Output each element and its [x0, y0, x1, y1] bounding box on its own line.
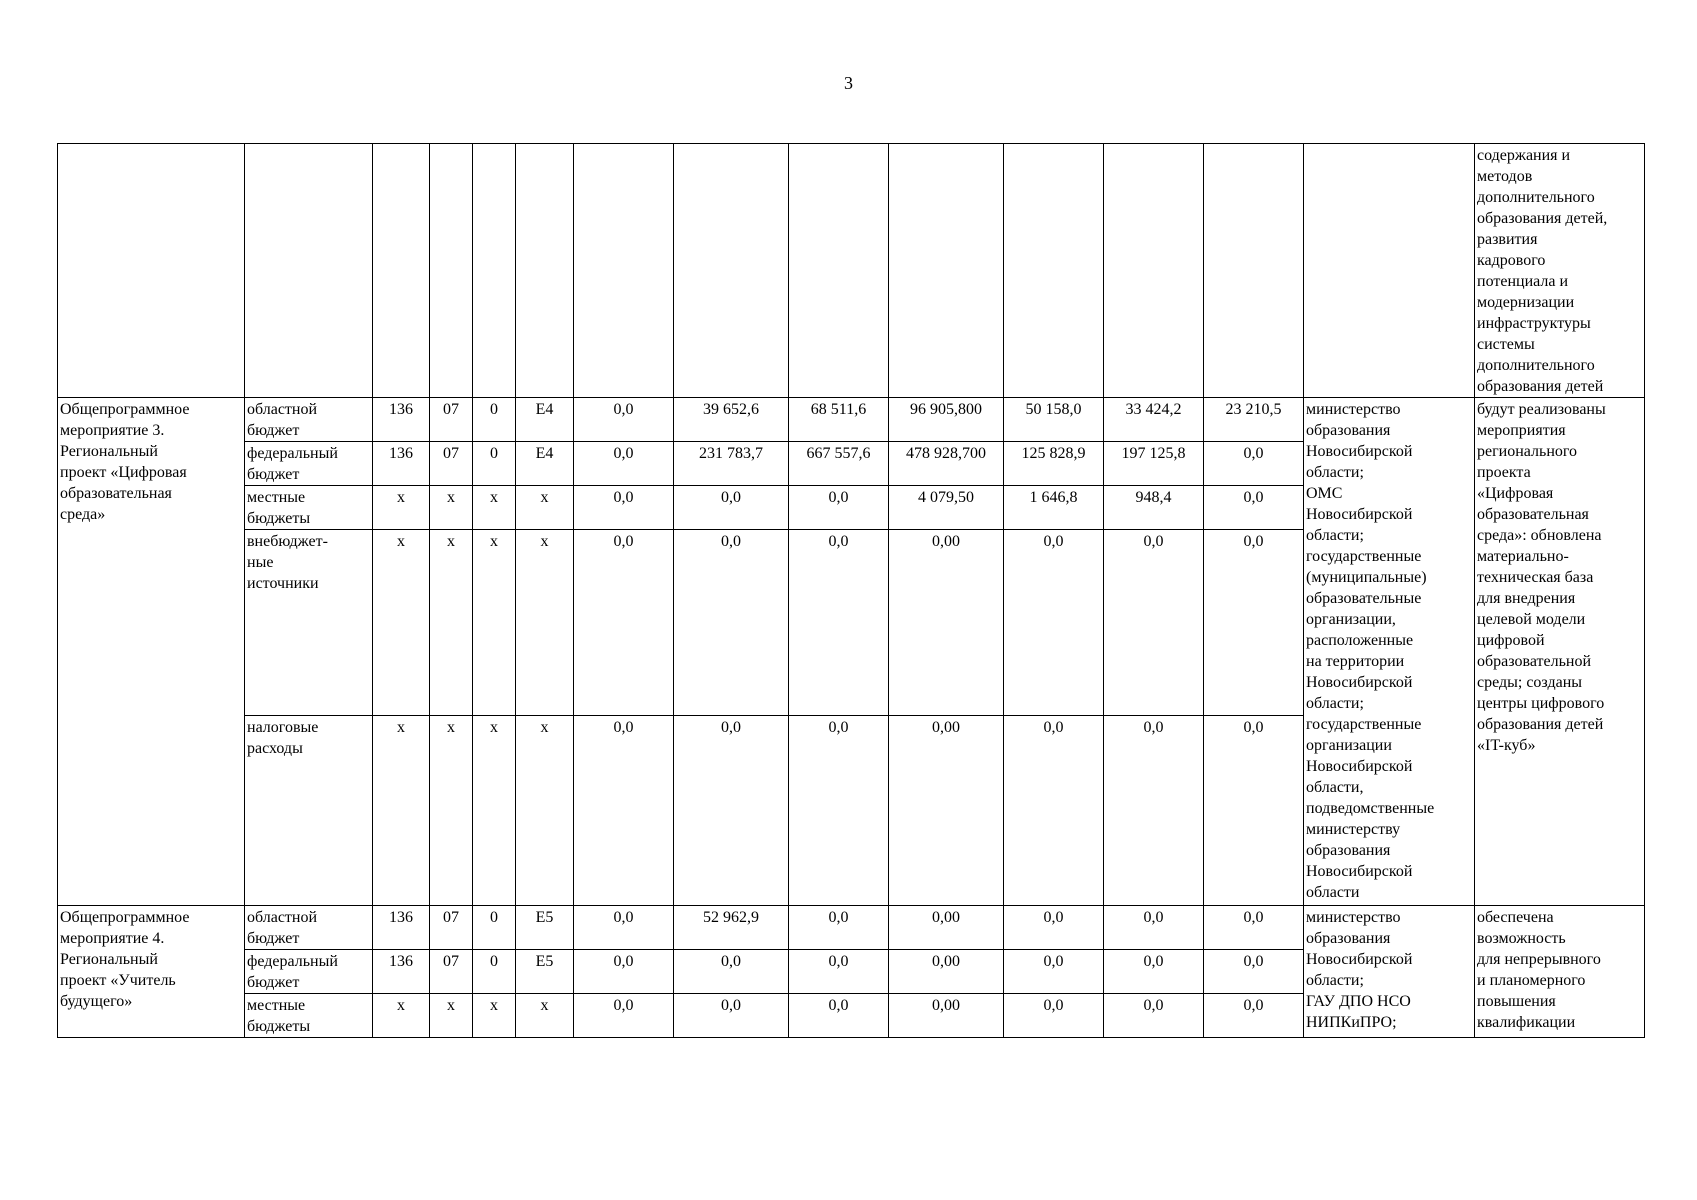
value-cell: 0,0	[574, 716, 674, 906]
empty-cell	[1104, 144, 1204, 398]
funding-source-cell	[245, 398, 373, 442]
value-cell: 0,0	[1004, 906, 1104, 950]
value-cell: 197 125,8	[1104, 442, 1204, 486]
value-cell: 23 210,5	[1204, 398, 1304, 442]
value-cell: 0,0	[674, 994, 789, 1038]
value-cell: 0,0	[1204, 530, 1304, 716]
value-cell: 68 511,6	[789, 398, 889, 442]
funding-source: местные бюджеты	[247, 997, 311, 1035]
funding-source: налоговые расходы	[247, 719, 319, 757]
funding-source: федеральный бюджет	[247, 953, 338, 991]
value-cell: 0,0	[1204, 442, 1304, 486]
code-cell: x	[473, 486, 516, 530]
event-name: Общепрограммное мероприятие 4. Региональный проект «Учитель будущего»	[60, 909, 190, 1010]
value-cell: 0,0	[1204, 906, 1304, 950]
funding-source-cell	[245, 716, 373, 906]
code-cell: x	[430, 486, 473, 530]
value-cell: 0,0	[674, 530, 789, 716]
value-cell: 0,0	[1004, 530, 1104, 716]
code-cell: 07	[430, 442, 473, 486]
code-cell: 0	[473, 442, 516, 486]
value-cell: 0,0	[674, 716, 789, 906]
empty-cell	[58, 144, 245, 398]
value-cell: 0,0	[1204, 950, 1304, 994]
code-cell: 136	[373, 906, 430, 950]
code-cell: x	[430, 716, 473, 906]
value-cell: 125 828,9	[1004, 442, 1104, 486]
value-cell: 0,0	[574, 398, 674, 442]
value-cell: 4 079,50	[889, 486, 1004, 530]
funding-source-cell	[245, 950, 373, 994]
code-cell: 136	[373, 398, 430, 442]
code-cell: x	[373, 486, 430, 530]
code-cell: x	[373, 994, 430, 1038]
empty-cell	[245, 144, 373, 398]
code-cell: 0	[473, 398, 516, 442]
value-cell: 96 905,800	[889, 398, 1004, 442]
event-name: Общепрограммное мероприятие 3. Региональный проект «Цифровая образовательная среда»	[60, 401, 190, 523]
empty-cell	[789, 144, 889, 398]
funding-source: местные бюджеты	[247, 489, 311, 527]
value-cell: 0,0	[574, 530, 674, 716]
value-cell: 52 962,9	[674, 906, 789, 950]
code-cell: x	[516, 994, 574, 1038]
funding-source: федеральный бюджет	[247, 445, 338, 483]
code-cell: E4	[516, 398, 574, 442]
executors-text: министерство образования Новосибирской области; ОМС Новосибирской области; государственные (муниципальные) образовательные организации, расположенные на территории Новосибирской области; государственные организации Новосибирской области, подведомственные министерству образования Новосибирской области	[1306, 401, 1435, 901]
table-row	[58, 398, 1645, 442]
code-cell: 0	[473, 906, 516, 950]
value-cell: 0,0	[574, 442, 674, 486]
funding-source-cell	[245, 530, 373, 716]
empty-cell	[516, 144, 574, 398]
code-cell: 0	[473, 950, 516, 994]
value-cell: 0,0	[674, 486, 789, 530]
value-cell: 0,0	[789, 950, 889, 994]
executors-cell	[1304, 398, 1475, 906]
funding-source: внебюджет- ные источники	[247, 533, 328, 592]
code-cell: x	[430, 994, 473, 1038]
value-cell: 0,0	[1204, 486, 1304, 530]
value-cell: 50 158,0	[1004, 398, 1104, 442]
code-cell: x	[473, 530, 516, 716]
empty-cell	[473, 144, 516, 398]
empty-cell	[889, 144, 1004, 398]
code-cell: x	[516, 716, 574, 906]
value-cell: 0,0	[574, 994, 674, 1038]
code-cell: x	[430, 530, 473, 716]
funding-source: областной бюджет	[247, 909, 318, 947]
value-cell: 0,0	[1004, 716, 1104, 906]
value-cell: 39 652,6	[674, 398, 789, 442]
value-cell: 0,0	[789, 906, 889, 950]
code-cell: 07	[430, 950, 473, 994]
value-cell: 0,0	[674, 950, 789, 994]
value-cell: 0,0	[574, 950, 674, 994]
code-cell: E4	[516, 442, 574, 486]
value-cell: 478 928,700	[889, 442, 1004, 486]
expected-result-text: содержания и методов дополнительного образования детей, развития кадрового потенциала и модернизации инфраструктуры системы дополнительного образования детей	[1477, 147, 1608, 395]
code-cell: x	[473, 994, 516, 1038]
funding-source-cell	[245, 486, 373, 530]
value-cell: 0,0	[789, 716, 889, 906]
program-table	[57, 143, 1645, 1038]
empty-cell	[1204, 144, 1304, 398]
value-cell: 667 557,6	[789, 442, 889, 486]
value-cell: 0,0	[574, 906, 674, 950]
page-number: 3	[844, 73, 853, 93]
empty-cell	[373, 144, 430, 398]
expected-result-cell	[1475, 398, 1645, 906]
empty-cell	[674, 144, 789, 398]
value-cell: 0,0	[1004, 950, 1104, 994]
value-cell: 0,0	[1104, 994, 1204, 1038]
code-cell: x	[516, 486, 574, 530]
event-name-cell	[58, 906, 245, 1038]
empty-cell	[1004, 144, 1104, 398]
funding-source-cell	[245, 442, 373, 486]
value-cell: 0,0	[1104, 716, 1204, 906]
table-row	[58, 144, 1645, 398]
empty-cell	[574, 144, 674, 398]
funding-source: областной бюджет	[247, 401, 318, 439]
value-cell: 0,0	[1104, 530, 1204, 716]
value-cell: 0,0	[1204, 716, 1304, 906]
code-cell: 07	[430, 906, 473, 950]
executors-text: министерство образования Новосибирской области; ГАУ ДПО НСО НИПКиПРО;	[1306, 909, 1413, 1031]
event-name-cell	[58, 398, 245, 906]
value-cell: 0,0	[1004, 994, 1104, 1038]
value-cell: 33 424,2	[1104, 398, 1204, 442]
value-cell: 0,0	[789, 994, 889, 1038]
value-cell: 1 646,8	[1004, 486, 1104, 530]
value-cell: 0,0	[574, 486, 674, 530]
code-cell: E5	[516, 906, 574, 950]
code-cell: x	[373, 716, 430, 906]
value-cell: 0,0	[1104, 906, 1204, 950]
value-cell: 0,00	[889, 906, 1004, 950]
funding-source-cell	[245, 906, 373, 950]
code-cell: E5	[516, 950, 574, 994]
expected-result-text: обеспечена возможность для непрерывного и планомерного повышения квалификации	[1477, 909, 1601, 1031]
table-row	[58, 906, 1645, 950]
funding-source-cell	[245, 994, 373, 1038]
value-cell: 0,0	[1104, 950, 1204, 994]
expected-result-text: будут реализованы мероприятия регионального проекта «Цифровая образовательная среда»: обновлена материально- техническая база для внедрения целевой модели цифровой образовательной среды; созданы центры цифрового образования детей «IT-куб»	[1477, 401, 1606, 754]
value-cell: 0,00	[889, 950, 1004, 994]
code-cell: x	[516, 530, 574, 716]
value-cell: 0,00	[889, 994, 1004, 1038]
value-cell: 0,0	[789, 530, 889, 716]
value-cell: 0,0	[1204, 994, 1304, 1038]
empty-cell	[430, 144, 473, 398]
code-cell: 136	[373, 950, 430, 994]
value-cell: 0,0	[789, 486, 889, 530]
code-cell: x	[473, 716, 516, 906]
value-cell: 948,4	[1104, 486, 1204, 530]
empty-cell	[1304, 144, 1475, 398]
code-cell: 07	[430, 398, 473, 442]
value-cell: 0,00	[889, 716, 1004, 906]
code-cell: x	[373, 530, 430, 716]
value-cell: 231 783,7	[674, 442, 789, 486]
expected-result-cell	[1475, 144, 1645, 398]
executors-cell	[1304, 906, 1475, 1038]
code-cell: 136	[373, 442, 430, 486]
value-cell: 0,00	[889, 530, 1004, 716]
expected-result-cell	[1475, 906, 1645, 1038]
